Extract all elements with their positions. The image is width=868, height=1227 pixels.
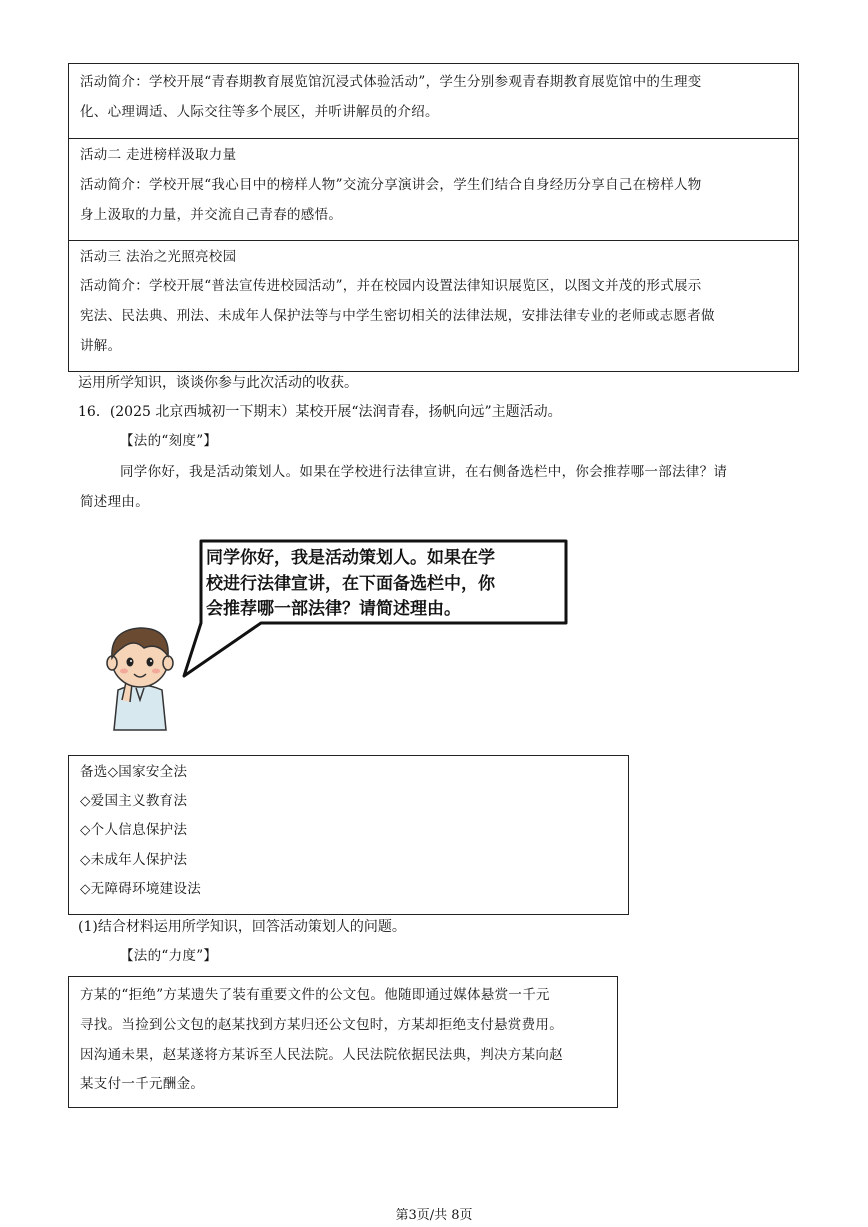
q15-prompt: 运用所学知识，谈谈你参与此次活动的收获。 <box>78 375 358 391</box>
section-title-force: 【法的“力度”】 <box>120 948 218 964</box>
activity2-title: 活动二 走进榜样汲取力量 <box>80 147 237 163</box>
law-option: 备选◇国家安全法 <box>80 764 188 780</box>
section-title-scale: 【法的“刻度”】 <box>120 433 218 449</box>
bubble-text-line: 同学你好，我是活动策划人。如果在学 <box>206 548 495 568</box>
q16-sub1: (1)结合材料运用所学知识，回答活动策划人的问题。 <box>78 919 406 935</box>
bubble-text-line: 会推荐哪一部法律？请简述理由。 <box>206 599 461 619</box>
law-option: ◇无障碍环境建设法 <box>80 881 202 897</box>
table-divider <box>68 138 799 139</box>
boy-character-icon <box>100 618 180 733</box>
activity2-intro-line: 活动简介：学校开展“我心目中的榜样人物”交流分享演讲会，学生们结合自身经历分享自己在榜样人物 <box>80 177 702 193</box>
table-divider <box>68 240 799 241</box>
case-line: 寻找。当捡到公文包的赵某找到方某归还公文包时，方某却拒绝支付悬赏费用。 <box>80 1017 563 1033</box>
activity3-intro-line: 宪法、民法典、刑法、未成年人保护法等与中学生密切相关的法律法规，安排法律专业的老师或志愿者做 <box>80 308 715 324</box>
activity3-intro-line: 活动简介：学校开展“普法宣传进校园活动”，并在校园内设置法律知识展览区，以图文并茂的形式展示 <box>80 278 702 294</box>
case-line: 因沟通未果，赵某遂将方某诉至人民法院。人民法院依据民法典，判决方某向赵 <box>80 1047 563 1063</box>
q16-header: 16．(2025 北京西城初一下期末）某校开展“法润青春，扬帆向远”主题活动。 <box>78 404 562 420</box>
activity3-title: 活动三 法治之光照亮校园 <box>80 249 237 265</box>
law-option: ◇未成年人保护法 <box>80 852 188 868</box>
activity3-intro-line: 讲解。 <box>80 338 122 354</box>
bubble-text-line: 校进行法律宣讲，在下面备选栏中，你 <box>206 574 495 594</box>
page-footer: 第3页/共 8页 <box>395 1208 473 1223</box>
q16-intro-line: 同学你好，我是活动策划人。如果在学校进行法律宣讲，在右侧备选栏中，你会推荐哪一部法律？请 <box>120 464 728 480</box>
law-option: ◇个人信息保护法 <box>80 822 188 838</box>
law-option: ◇爱国主义教育法 <box>80 793 188 809</box>
activity1-intro-line: 化、心理调适、人际交往等多个展区，并听讲解员的介绍。 <box>80 104 439 120</box>
activity1-intro-line: 活动简介：学校开展“青春期教育展览馆沉浸式体验活动”，学生分别参观青春期教育展览馆中的生理变 <box>80 74 702 90</box>
q16-intro-line: 简述理由。 <box>80 494 149 510</box>
case-line: 方某的“拒绝”方某遗失了装有重要文件的公文包。他随即通过媒体悬赏一千元 <box>80 987 550 1003</box>
case-line: 某支付一千元酬金。 <box>80 1076 205 1092</box>
activity2-intro-line: 身上汲取的力量，并交流自己青春的感悟。 <box>80 207 343 223</box>
